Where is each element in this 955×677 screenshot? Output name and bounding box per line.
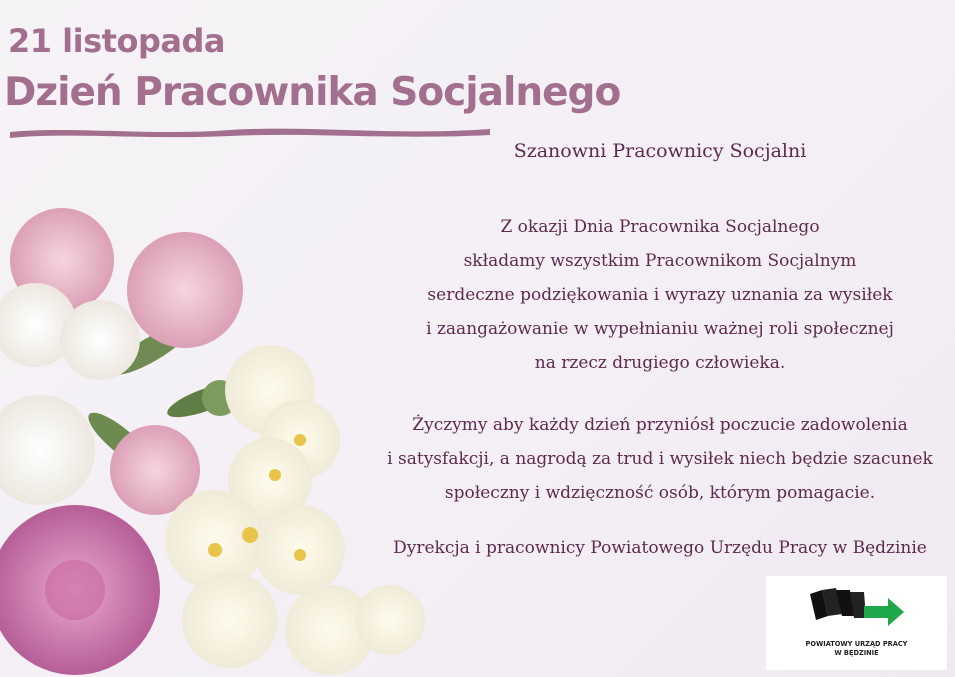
paragraph-line: na rzecz drugiego człowieka. bbox=[534, 353, 786, 373]
paragraph-line: i zaangażowanie w wypełnianiu ważnej roli społecznej bbox=[426, 319, 894, 339]
paragraph-line: Z okazji Dnia Pracownika Socjalnego bbox=[500, 217, 820, 237]
paragraph-line: składamy wszystkim Pracownikom Socjalnym bbox=[463, 251, 857, 271]
signature: Dyrekcja i pracownicy Powiatowego Urzędu Pracy w Będzinie bbox=[393, 538, 927, 558]
page-title: Dzień Pracownika Socjalnego bbox=[4, 70, 621, 115]
logo-mark-icon bbox=[766, 576, 947, 640]
logo-text-line2: W BĘDZINIE bbox=[834, 649, 879, 657]
brush-stroke-underline bbox=[10, 124, 490, 140]
logo-text-line1: POWIATOWY URZĄD PRACY bbox=[805, 640, 908, 648]
paragraph-line: i satysfakcji, a nagrodą za trud i wysiłek niech będzie szacunek bbox=[387, 449, 933, 469]
paragraph-line: serdeczne podziękowania i wyrazy uznania za wysiłek bbox=[427, 285, 893, 305]
paragraph-line: społeczny i wdzięczność osób, którym pomagacie. bbox=[444, 483, 876, 503]
greeting: Szanowni Pracownicy Socjalni bbox=[513, 140, 807, 162]
event-date: 21 listopada bbox=[8, 22, 225, 60]
paragraph-thanks bbox=[380, 210, 940, 380]
pup-bedzin-logo bbox=[766, 576, 947, 670]
paragraph-line: Życzymy aby każdy dzień przyniósł poczucie zadowolenia bbox=[412, 415, 908, 435]
paragraph-wishes bbox=[380, 408, 940, 510]
arrow-icon bbox=[864, 598, 904, 626]
